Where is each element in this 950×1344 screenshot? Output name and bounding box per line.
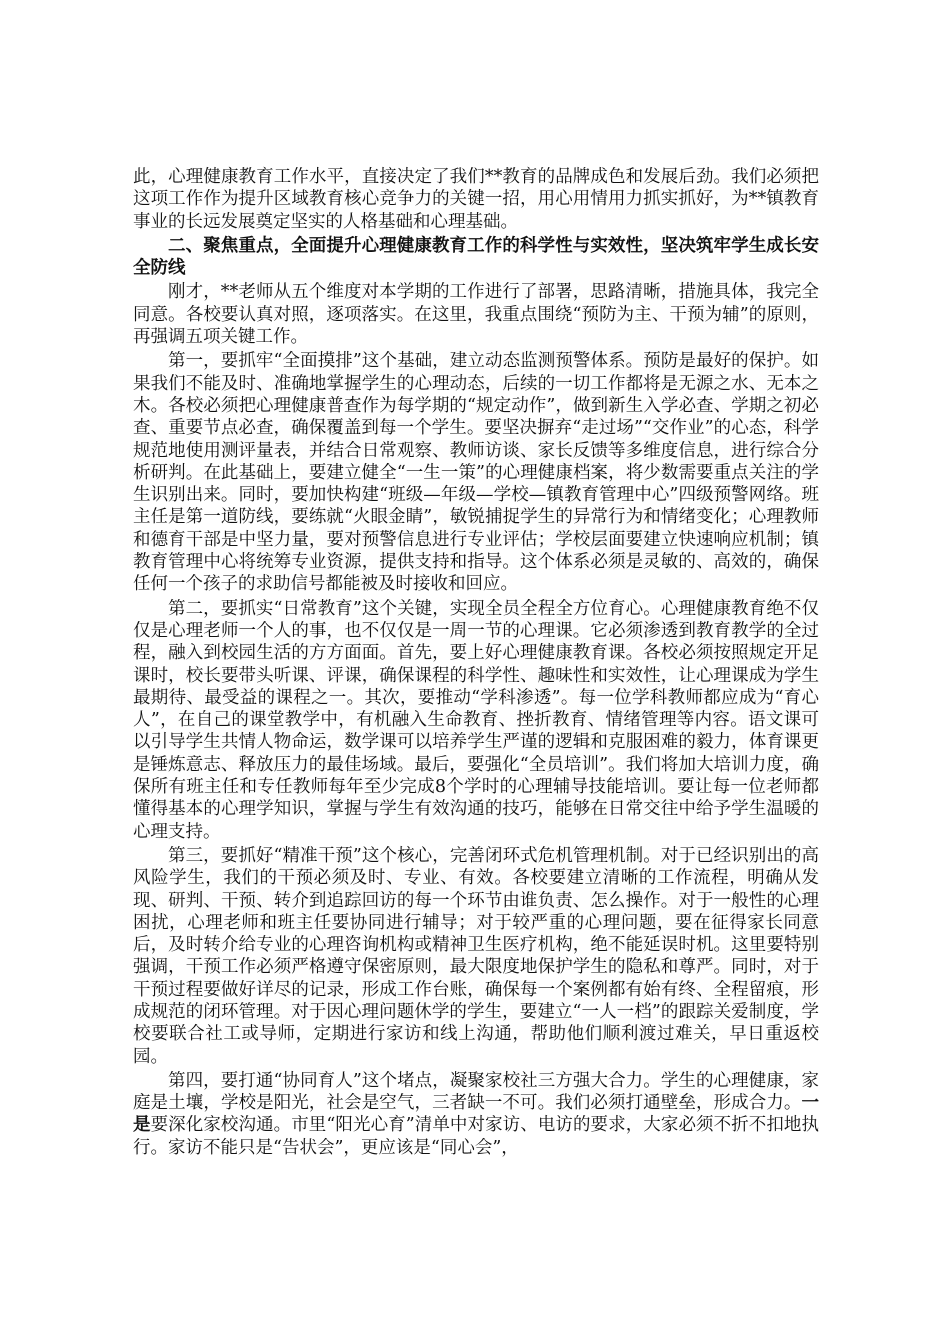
body-paragraph-second: 第二，要抓实“日常教育”这个关键，实现全员全程全方位育心。心理健康教育绝不仅仅是心理老师一个人的事，也不仅仅是一周一节的心理课。它必须渗透到教育教学的全过程，融入到校园生活的方方面面。首先，要上好心理健康教育课。各校必须按照规定开足课时，校长要带头听课、评课，确保课程的科学性、趣味性和实效性，让心理课成为学生最期待、最受益的课程之一。其次，要推动“学科渗透”。每一位学科教师都应成为“育心人”，在自己的课堂教学中，有机融入生命教育、挫折教育、情绪管理等内容。语文课可以引导学生共情人物命运，数学课可以培养学生严谨的逻辑和克服困难的毅力，体育课更是锤炼意志、释放压力的最佳场域。最后，要强化“全员培训”。我们将加大培训力度，确保所有班主任和专任教师每年至少完成8个学时的心理辅导技能培训。要让每一位老师都懂得基本的心理学知识，掌握与学生有效沟通的技巧，能够在日常交往中给予学生温暖的心理支持。 <box>133 598 819 842</box>
body-paragraph-first: 第一，要抓牢“全面摸排”这个基础，建立动态监测预警体系。预防是最好的保护。如果我们不能及时、准确地掌握学生的心理动态，后续的一切工作都将是无源之水、无本之木。各校必须把心理健康普查作为每学期的“规定动作”，做到新生入学必查、学期之初必查、重要节点必查，确保覆盖到每一个学生。要坚决摒弃“走过场”“交作业”的心态，科学规范地使用测评量表，并结合日常观察、教师访谈、家长反馈等多维度信息，进行综合分析研判。在此基础上，要建立健全“一生一策”的心理健康档案，将少数需要重点关注的学生识别出来。同时，要加快构建“班级—年级—学校—镇教育管理中心”四级预警网络。班主任是第一道防线，要练就“火眼金睛”，敏锐捕捉学生的异常行为和情绪变化；心理教师和德育干部是中坚力量，要对预警信息进行专业评估；学校层面要建立快速响应机制；镇教育管理中心将统筹专业资源，提供支持和指导。这个体系必须是灵敏的、高效的，确保任何一个孩子的求助信号都能被及时接收和回应。 <box>133 351 819 595</box>
body-paragraph-third: 第三，要抓好“精准干预”这个核心，完善闭环式危机管理机制。对于已经识别出的高风险学生，我们的干预必须及时、专业、有效。各校要建立清晰的工作流程，明确从发现、研判、干预、转介到追踪回访的每一个环节由谁负责、怎么操作。对于一般性的心理困扰，心理老师和班主任要协同进行辅导；对于较严重的心理问题，要在征得家长同意后，及时转介给专业的心理咨询机构或精神卫生医疗机构，绝不能延误时机。这里要特别强调，干预工作必须严格遵守保密原则，最大限度地保护学生的隐私和尊严。同时，对于干预过程要做好详尽的记录，形成工作台账，确保每一个案例都有始有终、全程留痕，形成规范的闭环管理。对于因心理问题休学的学生，要建立“一人一档”的跟踪关爱制度，学校要联合社工或导师，定期进行家访和线上沟通，帮助他们顺利渡过难关，早日重返校园。 <box>133 845 819 1067</box>
continuation-paragraph: 此，心理健康教育工作水平，直接决定了我们**教育的品牌成色和发展后劲。我们必须把这项工作作为提升区域教育核心竞争力的关键一招，用心用情用力抓实抓好，为**镇教育事业的长远发展奠定坚实的人格基础和心理基础。 <box>133 167 819 232</box>
body-paragraph-fourth <box>133 1070 819 1159</box>
fourth-bold-marker: 一是 <box>133 1093 819 1136</box>
body-paragraph-intro: 刚才，**老师从五个维度对本学期的工作进行了部署，思路清晰，措施具体，我完全同意。各校要认真对照，逐项落实。在这里，我重点围绕“预防为主、干预为辅”的原则，再强调五项关键工作。 <box>133 282 819 348</box>
section-heading: 二、聚焦重点，全面提升心理健康教育工作的科学性与实效性，坚决筑牢学生成长安全防线 <box>133 235 819 279</box>
fourth-text-before: 第四，要打通“协同育人”这个堵点，凝聚家校社三方强大合力。学生的心理健康，家庭是土壤，学校是阳光，社会是空气，三者缺一不可。我们必须打通壁垒，形成合力。 <box>133 1070 819 1114</box>
fourth-text-after: 要深化家校沟通。市里“阳光心育”清单中对家访、电访的要求，大家必须不折不扣地执行。家访不能只是“告状会”，更应该是“同心会”， <box>133 1115 820 1158</box>
document-body <box>133 166 819 1161</box>
